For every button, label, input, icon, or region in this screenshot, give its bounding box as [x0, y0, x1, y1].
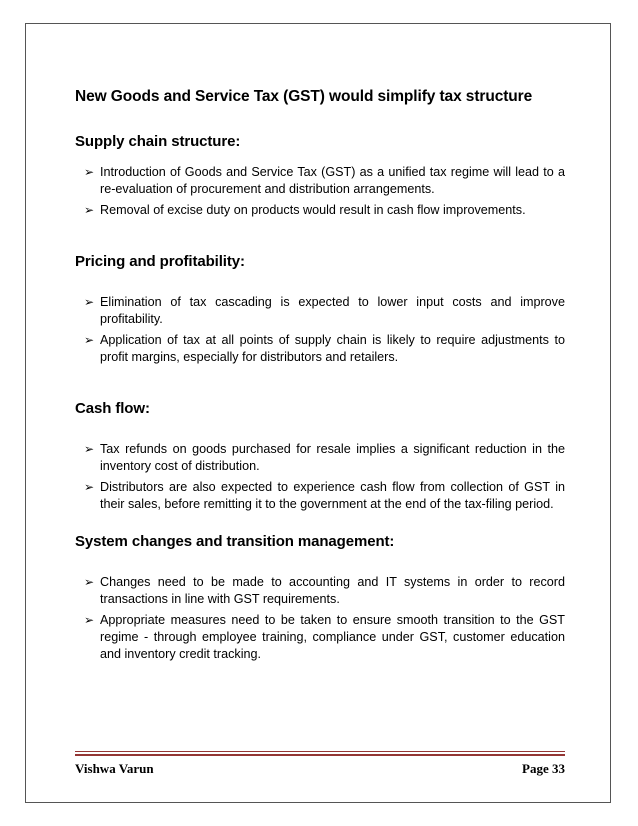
section-heading-cash-flow: Cash flow: — [75, 400, 150, 417]
arrow-bullet-icon: ➢ — [84, 613, 95, 627]
bullet-list-supply-chain — [75, 164, 565, 219]
document-body — [75, 88, 565, 667]
list-item: ➢ Distributors are also expected to experience cash flow from collection of GST in their sales, before remitting it to the government at the end of the tax-filing period. — [84, 480, 565, 511]
arrow-bullet-icon: ➢ — [84, 575, 95, 589]
bullet-list-cash-flow — [75, 441, 565, 513]
arrow-bullet-icon: ➢ — [84, 295, 95, 309]
list-item: ➢ Application of tax at all points of supply chain is likely to require adjustments to profit margins, especially for distributors and retailers. — [84, 333, 565, 364]
section-heading-pricing: Pricing and profitability: — [75, 253, 245, 270]
bullet-list-system-changes — [75, 574, 565, 663]
section-heading-system-changes: System changes and transition management: — [75, 533, 395, 550]
arrow-bullet-icon: ➢ — [84, 333, 95, 347]
bullet-list-pricing — [75, 294, 565, 366]
list-item: ➢ Introduction of Goods and Service Tax (GST) as a unified tax regime will lead to a re-evaluation of procurement and distribution arrangements. — [84, 165, 565, 196]
page-footer — [75, 761, 565, 777]
arrow-bullet-icon: ➢ — [84, 165, 95, 179]
section-heading-supply-chain: Supply chain structure: — [75, 133, 241, 150]
footer-page-number: Page 33 — [522, 761, 565, 776]
list-item: ➢ Appropriate measures need to be taken to ensure smooth transition to the GST regime - through employee training, compliance under GST, customer education and inventory credit tracking. — [84, 613, 565, 661]
list-item: ➢ Tax refunds on goods purchased for resale implies a significant reduction in the inventory cost of distribution. — [84, 442, 565, 473]
footer-rule — [75, 751, 565, 752]
footer-rule-thick — [75, 754, 565, 756]
list-item: ➢ Removal of excise duty on products would result in cash flow improvements. — [84, 203, 526, 217]
arrow-bullet-icon: ➢ — [84, 480, 95, 494]
list-item: ➢ Changes need to be made to accounting and IT systems in order to record transactions in line with GST requirements. — [84, 575, 565, 606]
arrow-bullet-icon: ➢ — [84, 203, 95, 217]
arrow-bullet-icon: ➢ — [84, 442, 95, 456]
document-title: New Goods and Service Tax (GST) would simplify tax structure — [75, 88, 533, 105]
footer-author: Vishwa Varun — [75, 761, 154, 776]
list-item: ➢ Elimination of tax cascading is expected to lower input costs and improve profitability. — [84, 295, 565, 326]
